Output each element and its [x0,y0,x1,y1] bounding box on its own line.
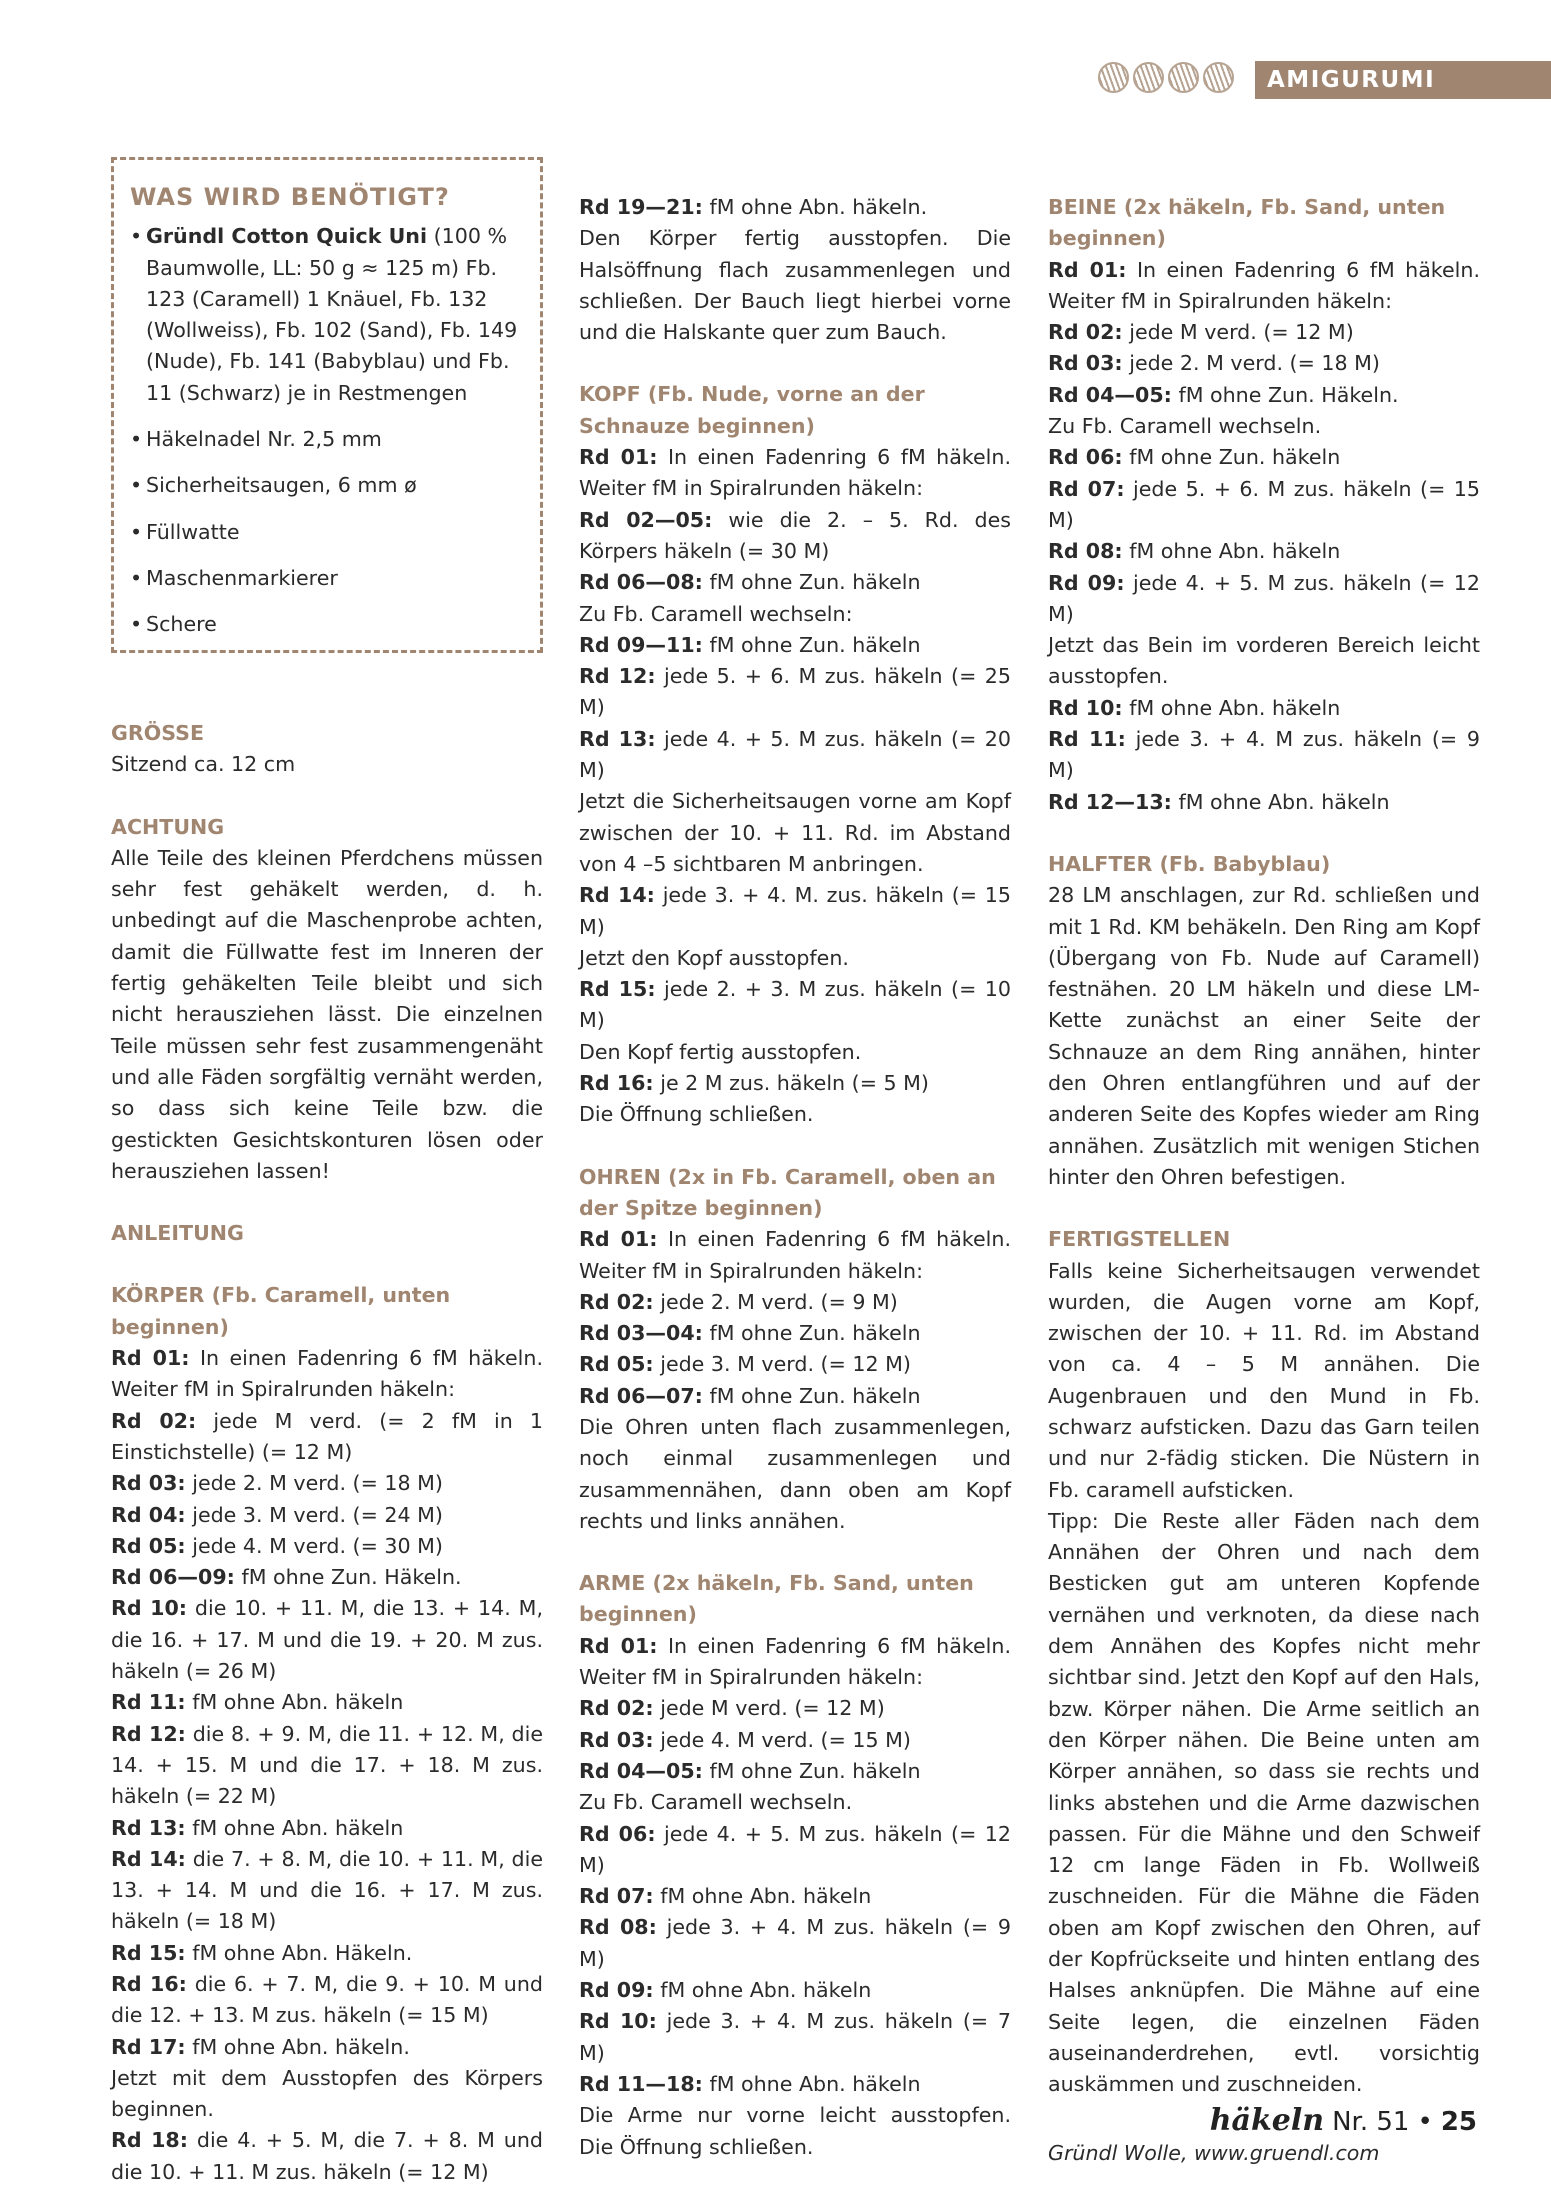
pattern-round [1048,380,1480,411]
round-instruction: fM ohne Abn. häkeln. [702,195,928,219]
pattern-round [579,1318,1011,1349]
round-instruction: jede 4. M verd. (= 15 M) [653,1727,911,1752]
round-label: Rd 13: [579,726,656,751]
round-label: Rd 09—11: [579,632,703,657]
column-3 [1048,192,1480,2169]
round-instruction: fM ohne Zun. häkeln [702,570,921,595]
round-label: Rd 10: [579,2009,657,2034]
materials-item-text: Maschenmarkierer [146,565,338,590]
body-text: Zu Fb. Caramell wechseln. [1048,414,1322,439]
pattern-round [111,2125,543,2188]
pattern-round [1048,568,1480,631]
magazine-brand: häkeln [1209,2103,1325,2138]
pattern-round [111,1969,543,2032]
body-text: Die Öffnung schließen. [579,1102,814,1127]
body-text: Alle Teile des kleinen Pferdchens müssen sehr fest gehäkelt werden, d. h. unbedingt auf die Maschenprobe achten, damit die Füllwatte fest im Inneren der fertig gehäkelten Teile bleibt und sich nicht herausziehen lässt. Die einzelnen Teile müssen sehr fest zusammengenäht und alle Fäden sorgfältig vernäht werden, so dass sich keine Teile bzw. die gestickten Gesichtskonturen lösen oder herausziehen lassen! [111,845,543,1183]
round-instruction: fM ohne Zun. Häkeln. [1171,382,1399,407]
body-text: Sitzend ca. 12 cm [111,752,296,777]
spacer [579,348,1011,379]
round-instruction: jede 4. + 5. M zus. häkeln (= 12 M) [1048,570,1481,626]
round-instruction: jede 4. M verd. (= 30 M) [185,1533,443,1558]
pattern-round [579,661,1011,724]
yarn-ball-icons [1098,62,1234,93]
round-instruction: jede 3. + 4. M zus. häkeln (= 9 M) [579,1915,1011,1971]
round-label: Rd 11: [111,1690,186,1715]
round-label: Rd 17: [111,2034,186,2059]
pattern-round [111,1406,543,1469]
round-instruction: fM ohne Abn. häkeln [702,2071,921,2096]
round-label: Rd 11: [1048,727,1126,752]
materials-item [130,563,524,594]
pattern-round [579,1819,1011,1882]
pattern-round [579,2069,1011,2100]
round-instruction: die 7. + 8. M, die 10. + 11. M, die 13. + 14. M und die 16. + 17. M zus. häkeln (= 18 M) [111,1846,543,1934]
yarn-ball-icon [1203,62,1234,93]
round-label: Rd 05: [111,1533,186,1558]
round-instruction: jede 2. M verd. (= 18 M) [185,1471,443,1496]
body-text: Zu Fb. Caramell wechseln: [579,601,853,626]
round-label: Rd 10: [111,1596,188,1621]
round-label: Rd 14: [579,883,655,908]
section-heading: KOPF (Fb. Nude, vorne an der Schnauze beginnen) [579,382,925,438]
materials-item [130,609,524,640]
round-label: Rd 04: [111,1502,186,1527]
pattern-round [579,1975,1011,2006]
pattern-round [579,1881,1011,1912]
materials-item [130,221,524,409]
spacer [579,1537,1011,1568]
page-number: 25 [1440,2107,1477,2137]
round-label: Rd 05: [579,1352,654,1377]
pattern-round [579,1725,1011,1756]
materials-item-text: Füllwatte [146,519,240,544]
round-label: Rd 06—07: [579,1383,703,1408]
pattern-round [579,505,1011,568]
pattern-round [579,1287,1011,1318]
round-instruction: In einen Fadenring 6 fM häkeln. Weiter fM in Spiralrunden häkeln: [579,1633,1011,1690]
round-label: Rd 18: [111,2128,188,2153]
section-heading: HALFTER (Fb. Babyblau) [1048,851,1331,876]
round-instruction: die 10. + 11. M, die 13. + 14. M, die 16. + 17. M und die 19. + 20. M zus. häkeln (= 26 M) [111,1596,543,1684]
pattern-round [579,1756,1011,1787]
pattern-round [111,1719,543,1813]
round-label: Rd 07: [579,1884,654,1909]
spacer [111,1249,543,1280]
pattern-round [1048,724,1480,787]
round-label: Rd 06—09: [111,1565,235,1590]
round-label: Rd 16: [579,1071,654,1096]
round-instruction: fM ohne Zun. häkeln [702,1758,921,1783]
round-label: Rd 01: [579,1633,658,1658]
materials-item-text: Häkelnadel Nr. 2,5 mm [146,427,382,452]
body-text: 28 LM anschlagen, zur Rd. schließen und mit 1 Rd. KM behäkeln. Den Ring am Kopf (Übergang von Fb. Nude auf Caramell) festnähen. 20 LM häkeln und diese LM-Kette zunächst an einer Seite der Schnauze an dem Ring annähen, hinter den Ohren entlangführen und auf der anderen Seite des Kopfes wieder am Ring annähen. Zusätzlich mit wenigen Stichen hinter den Ohren befestigen. [1048,883,1480,1189]
pattern-round [579,2006,1011,2069]
spacer [111,1187,543,1218]
round-instruction: jede 2. M verd. (= 18 M) [1122,351,1380,376]
pattern-round [1048,255,1480,318]
round-instruction: jede 3. M verd. (= 12 M) [653,1352,911,1377]
round-instruction: fM ohne Abn. häkeln [653,1884,872,1909]
section-label: AMIGURUMI [1267,67,1436,93]
round-label: Rd 01: [1048,257,1127,282]
spacer [579,1131,1011,1162]
round-instruction: fM ohne Abn. häkeln [653,1978,872,2003]
materials-item-name: Gründl Cotton Quick Uni [146,224,428,249]
pattern-round [111,1468,543,1499]
body-text: Jetzt mit dem Ausstopfen des Körpers beginnen. [111,2065,543,2122]
spacer [111,781,543,812]
pattern-round [111,1562,543,1593]
section-heading: GRÖSSE [111,721,205,745]
pattern-round [579,1631,1011,1694]
issue-number: Nr. 51 [1332,2107,1410,2137]
yarn-ball-icon [1168,62,1199,93]
column-2 [579,192,1011,2163]
pattern-round [579,1381,1011,1412]
pattern-round [1048,474,1480,537]
round-instruction: jede 4. + 5. M zus. häkeln (= 12 M) [579,1821,1012,1877]
section-heading: BEINE (2x häkeln, Fb. Sand, unten beginnen) [1048,195,1446,251]
round-instruction: fM ohne Zun. häkeln [702,632,921,657]
round-instruction: In einen Fadenring 6 fM häkeln. Weiter fM in Spiralrunden häkeln: [111,1346,543,1402]
round-label: Rd 12: [111,1721,186,1746]
section-heading: ARME (2x häkeln, Fb. Sand, unten beginnen) [579,1571,974,1627]
round-instruction: jede 3. M verd. (= 24 M) [185,1502,443,1527]
yarn-ball-icon [1133,62,1164,93]
section-heading: ACHTUNG [111,814,225,839]
page-footer [1210,2103,1477,2138]
pattern-round [111,2032,543,2063]
round-instruction: jede 5. + 6. M zus. häkeln (= 25 M) [579,664,1012,720]
pattern-round [1048,348,1480,379]
body-text: Den Körper fertig ausstopfen. Die Halsöffnung flach zusammenlegen und schließen. Der Bauch liegt hierbei vorne und die Halskante quer zum Bauch. [579,226,1011,345]
credit-line: Gründl Wolle, www.gruendl.com [1048,2140,1380,2165]
round-instruction: In einen Fadenring 6 fM häkeln. Weiter fM in Spiralrunden häkeln: [1048,257,1480,313]
body-text: Jetzt das Bein im vorderen Bereich leicht ausstopfen. [1048,633,1480,689]
round-instruction: die 8. + 9. M, die 11. + 12. M, die 14. + 15. M und die 17. + 18. M zus. häkeln (= 22 M) [111,1721,543,1809]
round-label: Rd 08: [1048,539,1123,564]
round-instruction: jede 3. + 4. M. zus. häkeln (= 15 M) [579,883,1011,939]
round-label: Rd 03: [579,1727,654,1752]
round-label: Rd 14: [111,1846,186,1871]
round-label: Rd 15: [111,1940,186,1965]
body-text: Die Ohren unten flach zusammenlegen, noch einmal zusammenlegen und zusammennähen, dann oben am Kopf rechts und links annähen. [579,1414,1011,1533]
yarn-ball-icon [1098,62,1129,93]
pattern-round [111,1593,543,1687]
round-instruction: fM ohne Abn. häkeln [185,1815,404,1840]
round-label: Rd 04—05: [579,1758,703,1783]
round-label: Rd 08: [579,1915,657,1940]
body-text: Zu Fb. Caramell wechseln. [579,1790,853,1815]
round-label: Rd 12—13: [1048,789,1172,814]
body-text: Jetzt die Sicherheitsaugen vorne am Kopf zwischen der 10. + 11. Rd. im Abstand von 4 –5 sichtbaren M anbringen. [579,789,1011,876]
round-label: Rd 16: [111,1971,187,1996]
round-label: Rd 07: [1048,476,1125,501]
round-instruction: fM ohne Abn. häkeln. [185,2034,410,2059]
round-label: Rd 02: [579,1289,654,1314]
round-label: Rd 12: [579,664,656,689]
round-label: Rd 15: [579,977,656,1002]
round-instruction: jede 3. + 4. M zus. häkeln (= 9 M) [1048,727,1480,783]
round-instruction: je 2 M zus. häkeln (= 5 M) [653,1071,929,1096]
materials-title: WAS WIRD BENÖTIGT? [130,183,450,211]
round-instruction: fM ohne Abn. häkeln [1171,789,1390,814]
pattern-round [1048,693,1480,724]
spacer [1048,1193,1480,1224]
pattern-round [579,1224,1011,1287]
body-text: Falls keine Sicherheitsaugen verwendet wurden, die Augen vorne am Kopf, zwischen der 10. + 11. Rd. im Abstand von ca. 4 – 5 M annähen. Die Augenbrauen und den Mund in Fb. schwarz aufsticken. Dazu das Garn teilen und nur 2-fädig sticken. Die Nüstern in Fb. caramell aufsticken. [1048,1258,1480,1502]
round-instruction: fM ohne Zun. häkeln [702,1321,921,1346]
round-instruction: jede M verd. (= 12 M) [653,1696,885,1721]
round-instruction: fM ohne Abn. häkeln [1122,695,1341,720]
body-text: Jetzt den Kopf ausstopfen. [579,945,849,970]
round-label: Rd 10: [1048,695,1123,720]
spacer [1048,818,1480,849]
round-label: Rd 01: [111,1346,190,1371]
pattern-round [1048,536,1480,567]
round-label: Rd 09: [1048,570,1125,595]
round-instruction: fM ohne Abn. häkeln [1122,539,1341,564]
round-instruction: jede 2. M verd. (= 9 M) [653,1289,898,1314]
round-label: Rd 09: [579,1978,654,2003]
round-instruction: jede 3. + 4. M zus. häkeln (= 7 M) [579,2009,1011,2065]
materials-item-text: Schere [146,612,217,637]
pattern-round [111,1687,543,1718]
materials-box [111,157,543,653]
pattern-round [1048,442,1480,473]
pattern-round [579,630,1011,661]
round-instruction: fM ohne Zun. häkeln [702,1383,921,1408]
round-label: Rd 03: [111,1471,186,1496]
pattern-round [1048,787,1480,818]
pattern-round [579,442,1011,505]
materials-item [130,517,524,548]
pattern-round [1048,317,1480,348]
materials-item [130,470,524,501]
pattern-round [579,1693,1011,1724]
round-label: Rd 03: [1048,351,1123,376]
pattern-round [579,724,1011,787]
pattern-round [111,1500,543,1531]
section-heading: ANLEITUNG [111,1221,244,1246]
round-label: Rd 04—05: [1048,382,1172,407]
section-heading: FERTIGSTELLEN [1048,1227,1231,1252]
round-label: Rd 11—18: [579,2071,703,2096]
round-label: Rd 13: [111,1815,186,1840]
body-text: Die Arme nur vorne leicht ausstopfen. Die Öffnung schließen. [579,2103,1011,2159]
section-heading: KÖRPER (Fb. Caramell, unten beginnen) [111,1283,451,1339]
round-instruction: In einen Fadenring 6 fM häkeln. Weiter fM in Spiralrunden häkeln: [579,445,1011,501]
round-instruction: jede 4. + 5. M zus. häkeln (= 20 M) [579,726,1012,783]
column-1 [111,718,543,2188]
materials-item-text: Sicherheitsaugen, 6 mm ø [146,473,417,498]
pattern-round [579,1912,1011,1975]
pattern-round [579,192,1011,223]
round-label: Rd 02: [579,1696,654,1721]
pattern-round [111,1531,543,1562]
round-instruction: In einen Fadenring 6 fM häkeln. Weiter fM in Spiralrunden häkeln: [579,1227,1011,1283]
round-label: Rd 03—04: [579,1321,703,1346]
pattern-round [579,567,1011,598]
round-instruction: wie die 2. – 5. Rd. des Körpers häkeln (= 30 M) [579,507,1012,563]
pattern-round [111,1844,543,1938]
round-label: Rd 02: [111,1408,197,1433]
round-label: Rd 02—05: [579,507,713,532]
body-text: Tipp: Die Reste aller Fäden nach dem Annähen der Ohren und nach dem Besticken gut am unteren Kopfende vernähen und verknoten, da diese nach dem Annähen des Kopfes nicht mehr sichtbar sind. Jetzt den Kopf auf den Hals, bzw. Körper nähen. Die Arme seitlich an den Körper nähen. Die Beine unten am Körper annähen, so dass sie rechts und links abstehen und die Arme dazwischen passen. Für die Mähne und den Schweif 12 cm lange Fäden in Fb. Wollweiß zuschneiden. Für die Mähne die Fäden oben am Kopf zwischen den Ohren, auf der Kopfrückseite und hinten entlang des Halses anknüpfen. Die Mähne auf eine Seite legen, die einzelnen Fäden auseinanderdrehen, evtl. vorsichtig auskämmen und zuschneiden. [1048,1508,1480,2097]
round-instruction: fM ohne Zun. Häkeln. [234,1565,462,1590]
footer-bullet: • [1417,2107,1433,2137]
round-label: Rd 01: [579,445,658,470]
body-text: Den Kopf fertig ausstopfen. [579,1039,862,1064]
section-heading: OHREN (2x in Fb. Caramell, oben an der Spitze beginnen) [579,1164,996,1220]
round-label: Rd 06: [1048,445,1123,470]
pattern-round [579,1068,1011,1099]
pattern-round [111,1343,543,1406]
pattern-round [579,1349,1011,1380]
materials-item-text: (100 % Baumwolle, LL: 50 g ≈ 125 m) Fb. 123 (Caramell) 1 Knäuel, Fb. 132 (Wollweiss), Fb. 102 (Sand), Fb. 149 (Nude), Fb. 141 (Babyblau) und Fb. 11 (Schwarz) je in Restmengen [146,224,518,405]
round-label: Rd 06—08: [579,570,703,595]
round-instruction: fM ohne Abn. Häkeln. [185,1940,413,1965]
pattern-round [111,1938,543,1969]
pattern-round [111,1813,543,1844]
round-label: Rd 01: [579,1227,658,1252]
round-instruction: jede M verd. (= 2 fM in 1 Einstichstelle) (= 12 M) [111,1408,543,1464]
round-instruction: die 6. + 7. M, die 9. + 10. M und die 12. + 13. M zus. häkeln (= 15 M) [111,1971,543,2028]
materials-list [130,221,524,640]
round-instruction: jede M verd. (= 12 M) [1122,320,1354,345]
round-instruction: jede 5. + 6. M zus. häkeln (= 15 M) [1048,476,1481,532]
round-label: Rd 19—21: [579,195,703,219]
round-instruction: jede 2. + 3. M zus. häkeln (= 10 M) [579,977,1012,1033]
round-instruction: fM ohne Abn. häkeln [185,1690,404,1715]
section-header [1255,61,1551,99]
materials-item [130,424,524,455]
pattern-round [579,974,1011,1037]
round-label: Rd 02: [1048,320,1123,345]
pattern-round [579,880,1011,943]
round-instruction: fM ohne Zun. häkeln [1122,445,1341,470]
round-instruction: die 4. + 5. M, die 7. + 8. M und die 10. + 11. M zus. häkeln (= 12 M) [111,2128,543,2184]
round-label: Rd 06: [579,1821,656,1846]
